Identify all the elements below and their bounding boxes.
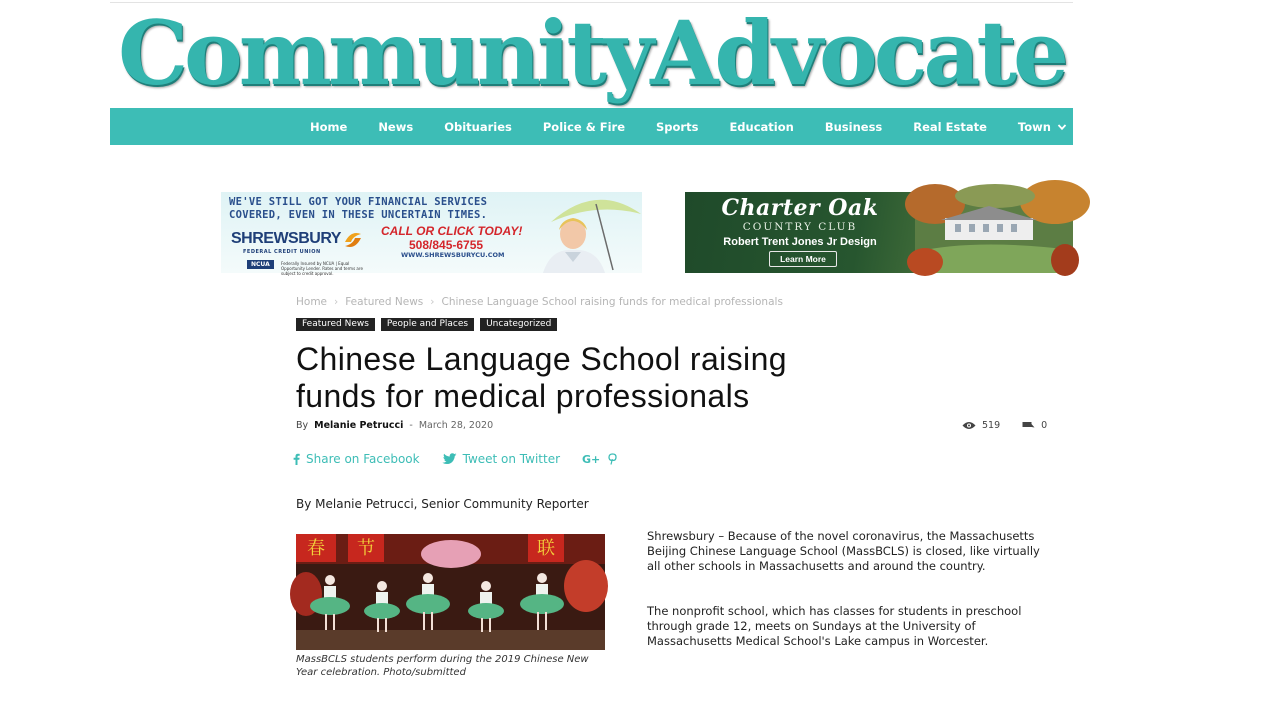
author-link[interactable]: Melanie Petrucci xyxy=(314,420,404,431)
share-bar xyxy=(293,452,617,466)
ad-ncua-badge: NCUA xyxy=(247,260,274,269)
views-value: 519 xyxy=(982,420,1001,431)
clubhouse-landscape-illustration xyxy=(915,192,1073,273)
publish-date: March 28, 2020 xyxy=(418,420,494,431)
breadcrumb-featured-news[interactable]: Featured News xyxy=(345,296,424,308)
ad2-designer: Robert Trent Jones Jr Design xyxy=(723,236,877,248)
learn-more-button[interactable]: Learn More xyxy=(769,251,837,267)
logo-text: CommunityAdvocate xyxy=(117,1,1065,105)
ad2-subtitle: COUNTRY CLUB xyxy=(742,221,858,233)
breadcrumb-separator-icon: › xyxy=(334,296,339,308)
nav-item-education[interactable]: Education xyxy=(729,119,794,134)
ad-headline-line-2: COVERED, EVEN IN THESE UNCERTAIN TIMES. xyxy=(229,209,488,221)
article-photo[interactable] xyxy=(296,534,605,650)
bank-logo-icon xyxy=(341,228,365,252)
article-meta xyxy=(296,420,493,431)
site-logo[interactable] xyxy=(110,0,1073,106)
meta-separator: - xyxy=(409,420,413,431)
ad-call-to-action: CALL OR CLICK TODAY! xyxy=(381,224,523,238)
ad-banner-credit-union[interactable] xyxy=(221,192,642,276)
by-label: By xyxy=(296,420,309,431)
nav-item-sports[interactable]: Sports xyxy=(656,119,699,134)
students-performing-photo xyxy=(296,534,605,650)
photo-caption: MassBCLS students perform during the 2019 Chinese New Year celebration. Photo/submitted xyxy=(296,654,589,678)
ad-bank-subtitle: FEDERAL CREDIT UNION xyxy=(243,249,321,255)
article-paragraph: Shrewsbury – Because of the novel coronavirus, the Massachusetts Beijing Chinese Language School (MassBCLS) is closed, like virtually all other schools in Massachusetts and around the country. xyxy=(647,529,1040,573)
nav-item-obituaries[interactable]: Obituaries xyxy=(444,119,512,134)
facebook-icon xyxy=(293,453,300,465)
nav-item-town[interactable] xyxy=(1018,120,1067,134)
views-count xyxy=(962,420,1000,431)
category-tag-uncategorized[interactable]: Uncategorized xyxy=(480,318,557,331)
breadcrumb-separator-icon: › xyxy=(430,296,435,308)
article-stats xyxy=(962,420,1047,431)
article-title-line-2: funds for medical professionals xyxy=(296,378,750,414)
share-facebook-button[interactable] xyxy=(293,452,420,466)
chevron-down-icon xyxy=(1057,122,1067,132)
share-googleplus-button[interactable] xyxy=(582,453,600,466)
ad-bank-name: SHREWSBURY xyxy=(231,230,341,247)
eye-icon xyxy=(962,421,976,430)
nav-item-real-estate[interactable]: Real Estate xyxy=(913,119,987,134)
article-title-line-1: Chinese Language School raising xyxy=(296,341,787,377)
ad-phone: 508/845-6755 xyxy=(409,238,484,252)
breadcrumb-current: Chinese Language School raising funds for medical professionals xyxy=(441,296,783,308)
banner-char-2: 节 xyxy=(357,538,375,559)
banner-char-1: 春 xyxy=(307,538,325,559)
nav-item-news[interactable]: News xyxy=(378,119,414,134)
main-nav xyxy=(110,108,1073,145)
breadcrumb xyxy=(296,296,783,308)
twitter-icon xyxy=(442,453,457,465)
woman-with-umbrella-illustration xyxy=(521,192,642,273)
ad2-title: Charter Oak xyxy=(721,195,879,221)
ad-banner-charter-oak[interactable] xyxy=(685,192,1073,273)
comments-value: 0 xyxy=(1041,420,1048,431)
category-tags xyxy=(296,318,557,331)
nav-item-business[interactable]: Business xyxy=(824,119,883,134)
comments-count[interactable] xyxy=(1022,420,1047,431)
banner-char-3: 联 xyxy=(537,538,555,559)
pinterest-icon xyxy=(608,453,617,465)
breadcrumb-home[interactable]: Home xyxy=(296,296,328,308)
nav-item-home[interactable]: Home xyxy=(310,119,348,134)
ad-headline-line-1: WE'VE STILL GOT YOUR FINANCIAL SERVICES xyxy=(229,196,488,208)
share-twitter-button[interactable] xyxy=(442,452,560,466)
ad-website: WWW.SHREWSBURYCU.COM xyxy=(401,251,505,259)
share-twitter-label: Tweet on Twitter xyxy=(462,452,561,466)
article-title xyxy=(296,341,996,415)
comment-bubble-icon xyxy=(1022,421,1035,430)
nav-item-town-label: Town xyxy=(1017,119,1051,134)
article-paragraph: The nonprofit school, which has classes for students in preschool through grade 12, meets on Sundays at the University of Massachusetts Medical School's Lake campus in Worcester. xyxy=(647,604,1022,648)
ad-fine-print: Federally Insured by NCUA | Equal Opportunity Lender. Rates and terms are subject to credit approval. xyxy=(281,261,363,276)
category-tag-featured-news[interactable]: Featured News xyxy=(296,318,375,331)
share-facebook-label: Share on Facebook xyxy=(306,452,420,466)
category-tag-people-and-places[interactable]: People and Places xyxy=(381,318,474,331)
share-pinterest-button[interactable] xyxy=(608,453,617,465)
article-byline: By Melanie Petrucci, Senior Community Reporter xyxy=(296,497,589,511)
googleplus-icon: G+ xyxy=(582,452,601,466)
nav-items xyxy=(310,120,1067,134)
nav-item-police-fire[interactable]: Police & Fire xyxy=(542,119,626,134)
